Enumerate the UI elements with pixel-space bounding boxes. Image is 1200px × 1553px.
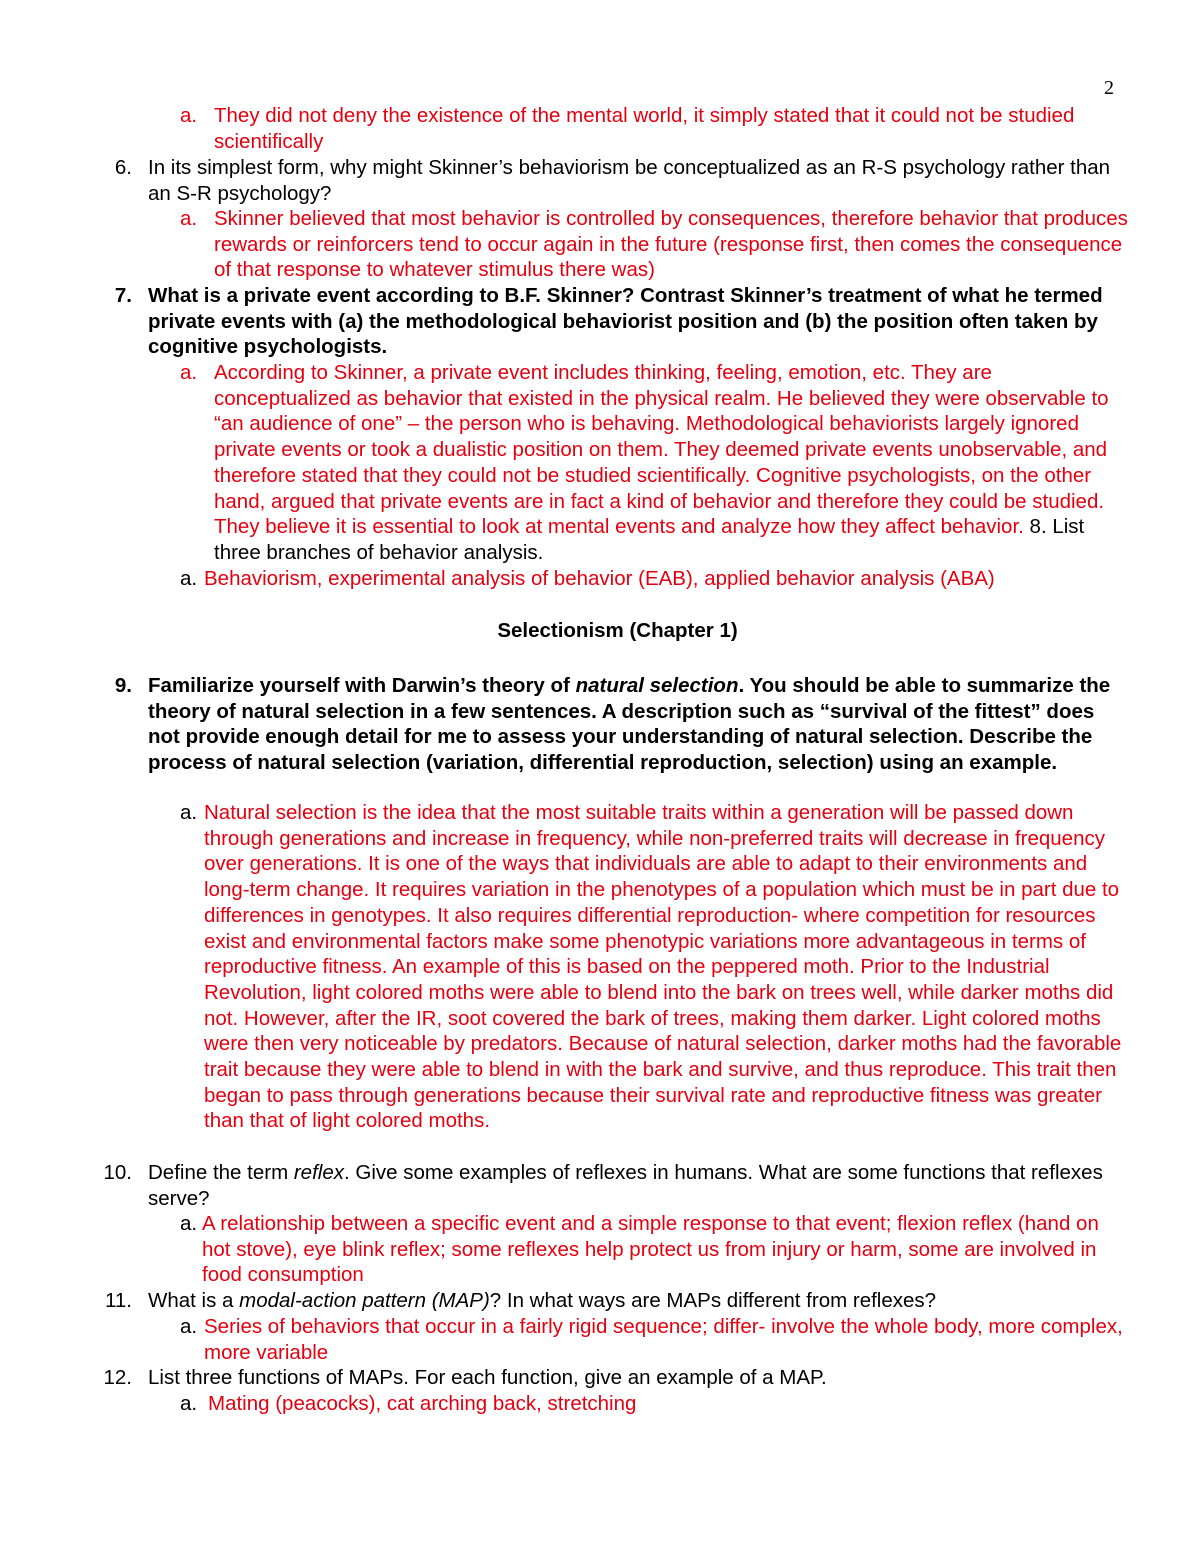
answer-letter: a. — [180, 1212, 198, 1235]
question-number: 9. — [114, 674, 132, 697]
answer-letter: a. — [180, 207, 198, 230]
q8-answer-text: Behaviorism, experimental analysis of behavior (EAB), applied behavior analysis (ABA) — [204, 567, 995, 590]
q9-answer-text: Natural selection is the idea that the most suitable traits within a generation will be passed down through generations and increase in frequency, while non-preferred traits will decrease in frequency over generations. It is one of the ways that individuals are able to adapt to their environments and long-term change. It requires variation in the phenotypes of a population which must be in part due to differences in genotypes. It also requires differential reproduction- where competition for resources exist and environmental factors make some phenotypic variations more advantageous in terms of reproductive fitness. An example of this is based on the peppered moth. Prior to the Industrial Revolution, light colored moths were able to blend into the bark on trees well, while darker moths did not. However, after the IR, soot covered the bark of trees, making them darker. Light colored moths were then very noticeable by predators. Because of natural selection, darker moths had the favorable trait because they were able to blend in with the bark and survive, and thus reproduce. This trait then began to pass through generations because their survival rate and reproductive fitness was greater than that of light colored moths. — [204, 801, 1122, 1133]
answer-letter: a. — [180, 567, 198, 590]
question-number: 7. — [114, 284, 132, 307]
q6-question-text: In its simplest form, why might Skinner’s behaviorism be conceptualized as an R-S psychology rather than an S-R psychology? — [148, 156, 1111, 205]
q11-text-before: What is a — [148, 1289, 240, 1312]
q9-text-before: Familiarize yourself with Darwin’s theory of — [148, 674, 576, 697]
question-number: 11. — [105, 1289, 132, 1312]
q10-answer-text: A relationship between a specific event and a simple response to that event; flexion reflex (hand on hot stove), eye blink reflex; some reflexes help protect us from injury or harm, some are involved in food consumption — [202, 1212, 1099, 1287]
q9-italic-term: natural selection — [575, 674, 739, 697]
q8-question-inline: 8. List three branches of behavior analysis. — [214, 515, 1085, 564]
q9-question-text — [148, 673, 1130, 776]
q7-answer-body: According to Skinner, a private event includes thinking, feeling, emotion, etc. They are conceptualized as behavior that existed in the physical realm. He believed they were observable to “an audience of one” – the person who is behaving. Methodological behaviorists largely ignored private events or took a dualistic position on them. They deemed private events unobservable, and therefore stated that they could not be studied scientifically. Cognitive psychologists, on the other hand, argued that private events are in fact a kind of behavior and therefore they could be studied. They believe it is essential to look at mental events and analyze how they affect behavior. — [214, 361, 1109, 539]
question-number: 12. — [103, 1366, 132, 1389]
q12-answer-text: Mating (peacocks), cat arching back, stretching — [208, 1392, 637, 1415]
answer-letter: a. — [180, 104, 198, 127]
q10-text-after: . Give some examples of reflexes in humans. What are some functions that reflexes serve? — [148, 1161, 1103, 1210]
page-number: 2 — [1104, 77, 1114, 99]
q9-text-after: . You should be able to summarize the theory of natural selection in a few sentences. A description such as “survival of the fittest” does not provide enough detail for me to assess your understanding of natural selection. Describe the process of natural selection (variation, differential reproduction, selection) using an example. — [148, 674, 1111, 775]
answer-letter: a. — [180, 1315, 198, 1338]
q10-text-before: Define the term — [148, 1161, 294, 1184]
answer-letter: a. — [180, 1392, 198, 1415]
q7-answer-text — [214, 360, 1130, 566]
q6-answer-text: Skinner believed that most behavior is controlled by consequences, therefore behavior that produces rewards or reinforcers tend to occur again in the future (response first, then comes the consequence of that response to whatever stimulus there was) — [214, 207, 1128, 282]
q11-text-after: ? In what ways are MAPs different from reflexes? — [489, 1289, 937, 1312]
q11-answer-text: Series of behaviors that occur in a fairly rigid sequence; differ- involve the whole body, more complex, more variable — [204, 1315, 1123, 1364]
q11-italic-term: modal-action pattern (MAP) — [239, 1289, 490, 1312]
q10-italic-term: reflex — [293, 1161, 344, 1184]
q10-question-text — [148, 1160, 1130, 1211]
answer-letter: a. — [180, 801, 198, 824]
q7-question-text: What is a private event according to B.F. Skinner? Contrast Skinner’s treatment of what he termed private events with (a) the methodological behaviorist position and (b) the position often taken by cognitive psychologists. — [148, 284, 1103, 359]
q12-question-text: List three functions of MAPs. For each function, give an example of a MAP. — [148, 1366, 827, 1389]
question-number: 6. — [114, 156, 132, 179]
q5-answer-text: They did not deny the existence of the mental world, it simply stated that it could not be studied scientifically — [214, 104, 1075, 153]
question-number: 10. — [103, 1161, 132, 1184]
q11-question-text — [148, 1288, 1130, 1314]
section-heading: Selectionism (Chapter 1) — [497, 619, 738, 642]
answer-letter: a. — [180, 361, 198, 384]
